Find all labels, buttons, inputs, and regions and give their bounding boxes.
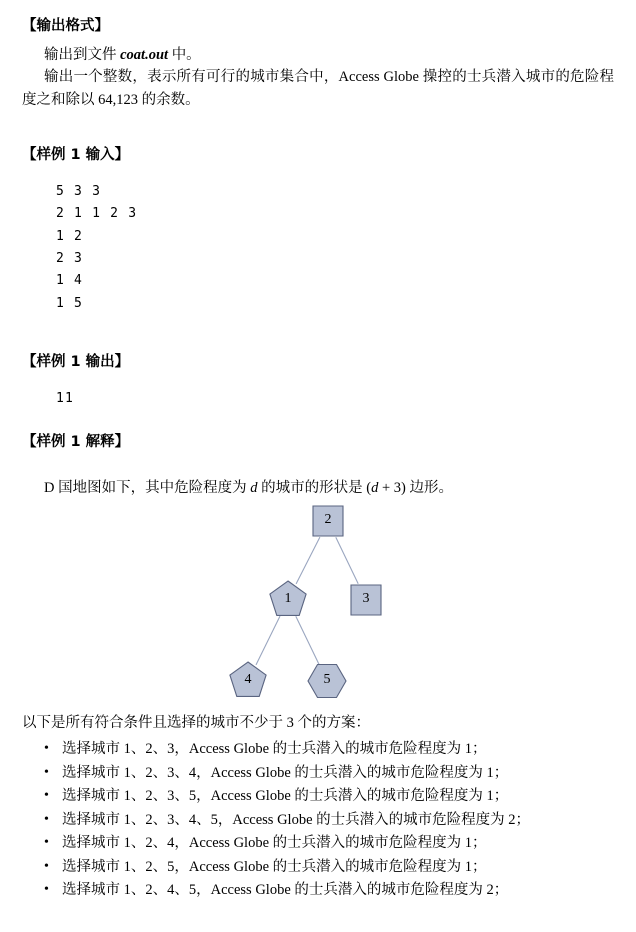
- plans-intro: 以下是所有符合条件且选择的城市不少于 3 个的方案：: [22, 715, 370, 731]
- plan-item: • 选择城市 1、2、4，Access Globe 的士兵潜入的城市危险程度为 1；: [44, 832, 622, 855]
- sample-1-output-block: [22, 388, 614, 410]
- plan-item: • 选择城市 1、2、3、4，Access Globe 的士兵潜入的城市危险程度为 1；: [44, 762, 622, 785]
- explain-var-d: d: [250, 480, 258, 496]
- sample-1-input-section: [22, 143, 614, 315]
- plan-item: • 选择城市 1、2、3、4、5，Access Globe 的士兵潜入的城市危险程度为 2；: [44, 809, 622, 832]
- explain-line-suffix: + 3) 边形。: [378, 480, 453, 496]
- sample-1-output-section: [22, 350, 614, 410]
- tree-node-label-2: 2: [324, 512, 332, 527]
- sample-1-input-line: 1 4: [56, 273, 84, 289]
- sample-1-output-heading: 【样例 1 输出】: [22, 354, 130, 370]
- sample-1-input-block: [22, 181, 614, 315]
- plans-list: [22, 738, 622, 902]
- output-format-section: [22, 14, 614, 111]
- tree-node-label-1: 1: [284, 591, 292, 606]
- tree-edge: [296, 616, 319, 665]
- output-format-heading: 【输出格式】: [22, 18, 109, 34]
- output-format-line-1-suffix: 中。: [168, 47, 201, 63]
- explain-line: [22, 477, 614, 499]
- explain-line-prefix: D 国地图如下，其中危险程度为: [44, 480, 251, 496]
- tree-node-label-5: 5: [323, 672, 331, 687]
- sample-1-input-line: 2 1 1 2 3: [56, 206, 138, 222]
- sample-1-input-heading: 【样例 1 输入】: [22, 147, 130, 163]
- sample-1-input-line: 2 3: [56, 251, 84, 267]
- plan-item: • 选择城市 1、2、4、5，Access Globe 的士兵潜入的城市危险程度为 2；: [44, 879, 622, 902]
- output-format-line-2: 输出一个整数，表示所有可行的城市集合中，Access Globe 操控的士兵潜入城市的危险程度之和除以 64,123 的余数。: [22, 69, 614, 108]
- tree-edge: [336, 537, 358, 584]
- tree-node-label-4: 4: [244, 672, 252, 687]
- tree-node-label-3: 3: [362, 591, 370, 606]
- plan-item: • 选择城市 1、2、3、5，Access Globe 的士兵潜入的城市危险程度为 1；: [44, 785, 622, 808]
- tree-figure: [0, 498, 636, 703]
- plan-item: • 选择城市 1、2、3，Access Globe 的士兵潜入的城市危险程度为 1；: [44, 738, 622, 761]
- tree-edge: [296, 537, 320, 584]
- sample-1-input-line: 1 5: [56, 295, 84, 311]
- output-file-name: coat.out: [120, 47, 169, 63]
- tree-edge: [256, 616, 280, 665]
- sample-1-explain-section: [22, 430, 614, 499]
- sample-1-explain-heading: 【样例 1 解释】: [22, 434, 130, 450]
- plans-section: [22, 712, 622, 903]
- plan-item: • 选择城市 1、2、5，Access Globe 的士兵潜入的城市危险程度为 1；: [44, 856, 622, 879]
- sample-1-output-line: 11: [56, 391, 75, 406]
- output-format-line-1-prefix: 输出到文件: [44, 47, 121, 63]
- sample-1-input-line: 1 2: [56, 228, 84, 244]
- output-format-line-1: [22, 44, 614, 66]
- sample-1-input-line: 5 3 3: [56, 184, 102, 199]
- explain-var-d-2: d: [371, 480, 379, 496]
- explain-line-mid: 的城市的形状是 (: [257, 480, 372, 496]
